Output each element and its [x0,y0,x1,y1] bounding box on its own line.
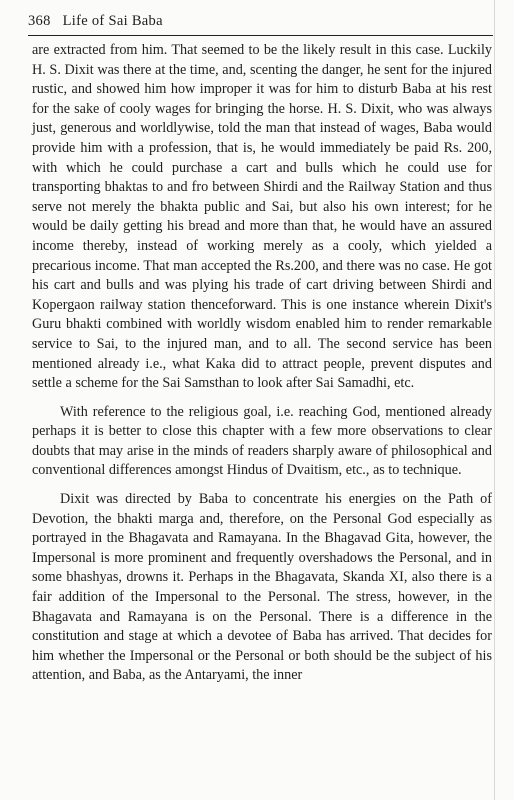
paragraph-continued: are extracted from him. That seemed to be the likely result in this case. Luckily H. S. Dixit was there at the time, and, scenting the danger, he sent for the injured rustic, and showed him how improper it was for him to disturb Baba at his rest for the sake of cooly wages for bringing the horse. H. S. Dixit, who was always just, generous and worldlywise, told the man that instead of wages, Baba would provide him with a profession, that is, he would immediately be paid Rs. 200, with which he could purchase a cart and bulls which he could use for transporting bhaktas to and fro between Shirdi and the Railway Station and thus serve not merely the bhakta public and Sai, but also his own interest; for he would be daily getting his bread and more than that, he would have an assured income thereby, instead of working merely as a cooly, which yielded a precarious income. That man accepted the Rs.200, and there was no case. He got his cart and bulls and was plying his trade of cart driving between Shirdi and Kopergaon railway station thenceforward. This is one instance wherein Dixit's Guru bhakti combined with worldly wisdom enabled him to render remarkable service to Sai, to the injured man, and to all. The second service has been mentioned already i.e., what Kaka did to attract people, prevent disputes and settle a scheme for the Sai Samsthan to look after Sai Samadhi, etc. [32,42,492,392]
page-edge [494,0,495,800]
header-rule [28,35,493,36]
page-number: 368 [28,13,51,29]
paragraph-dixit-devotion: Dixit was directed by Baba to concentrate his energies on the Path of Devotion, the bhakti marga and, therefore, on the Personal God especially as portrayed in the Bhagavata and Ramayana. In the Bhagavad Gita, however, the Impersonal is more prominent and frequently overshadows the Personal, and in some bhashyas, drowns it. Perhaps in the Bhagavata, Skanda XI, also there is a fair addition of the Impersonal to the Personal. The stress, however, in the Bhagavata and Ramayana is on the Personal. There is a difference in the constitution and stage at which a devotee of Baba has arrived. That decides for him whether the Impersonal or the Personal or both should be the subject of his attention, and Baba, as the Antaryami, the inner [32,491,492,684]
paragraph-religious-goal: With reference to the religious goal, i.e. reaching God, mentioned already perhaps it is better to close this chapter with a few more observations to clear doubts that may arise in the minds of readers sharply aware of philosophical and conventional differences amongst Hindus of Dvaitism, etc., as to technique. [32,403,492,479]
running-header [28,13,490,30]
body-text [32,41,492,686]
running-title: Life of Sai Baba [62,13,163,29]
